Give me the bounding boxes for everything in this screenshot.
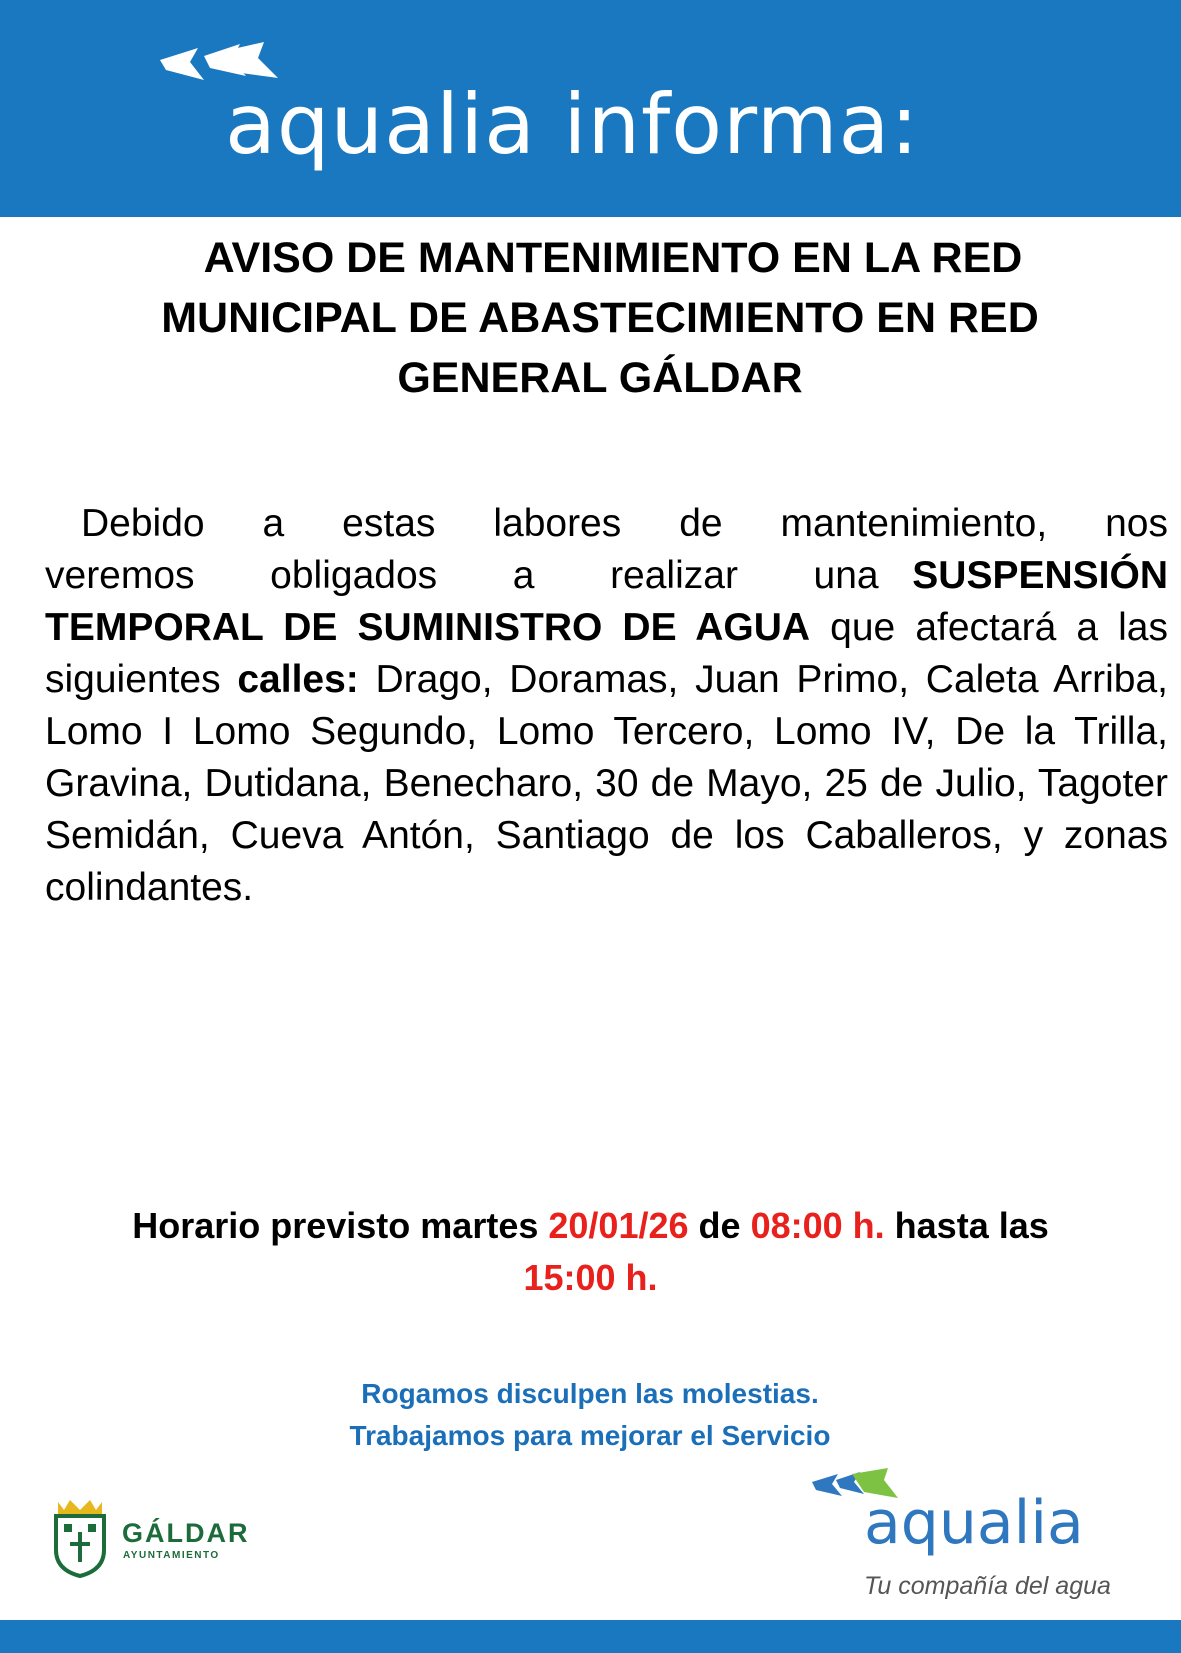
galdar-subtitle: AYUNTAMIENTO — [123, 1550, 220, 1561]
apology-line: Trabajamos para mejorar el Servicio — [349, 1420, 831, 1451]
schedule-until: hasta las — [894, 1205, 1049, 1246]
schedule-end-time: 15:00 h. — [523, 1257, 658, 1298]
schedule — [40, 1200, 1141, 1304]
aqualia-slogan: Tu compañía del agua — [864, 1572, 1111, 1600]
notice-title-line: GENERAL GÁLDAR — [397, 354, 803, 402]
footer-bar — [0, 1620, 1181, 1653]
body-text-part: Debido a estas labores de mantenimiento, nos veremos obligados a realizar una — [45, 502, 1168, 597]
header-banner — [0, 0, 1181, 217]
aqualia-name: aqualia — [864, 1488, 1084, 1558]
notice-title-line: MUNICIPAL DE ABASTECIMIENTO EN RED — [161, 294, 1039, 342]
apology-message — [190, 1373, 990, 1457]
galdar-name: GÁLDAR — [122, 1518, 250, 1548]
notice-title-line: AVISO DE MANTENIMIENTO EN LA RED — [203, 234, 1023, 282]
street-list: Drago, Doramas, Juan Primo, Caleta Arriba, Lomo I Lomo Segundo, Lomo Tercero, Lomo IV, De la Trilla, Gravina, Dutidana, Benecharo, 30 de Mayo, 25 de Julio, Tagoter Semidán, Cueva Antón, Santiago de los Caballeros, y zonas colindantes. — [45, 658, 1168, 909]
notice-title — [60, 228, 1140, 408]
schedule-from: de — [698, 1205, 741, 1246]
galdar-shield-icon — [52, 1498, 108, 1578]
schedule-start-time: 08:00 h. — [750, 1205, 885, 1246]
suspension-highlight: SUSPENSIÓN TEMPORAL DE SUMINISTRO DE AGUA — [45, 554, 1168, 649]
body-text-part: que afectará a las siguientes — [45, 606, 1168, 701]
streets-label: calles: — [237, 658, 359, 701]
schedule-prefix: Horario previsto martes — [132, 1205, 539, 1246]
header-title: aqualia informa: — [225, 76, 920, 173]
apology-line: Rogamos disculpen las molestias. — [361, 1378, 819, 1409]
notice-body — [45, 498, 1168, 914]
schedule-date: 20/01/26 — [548, 1205, 689, 1246]
